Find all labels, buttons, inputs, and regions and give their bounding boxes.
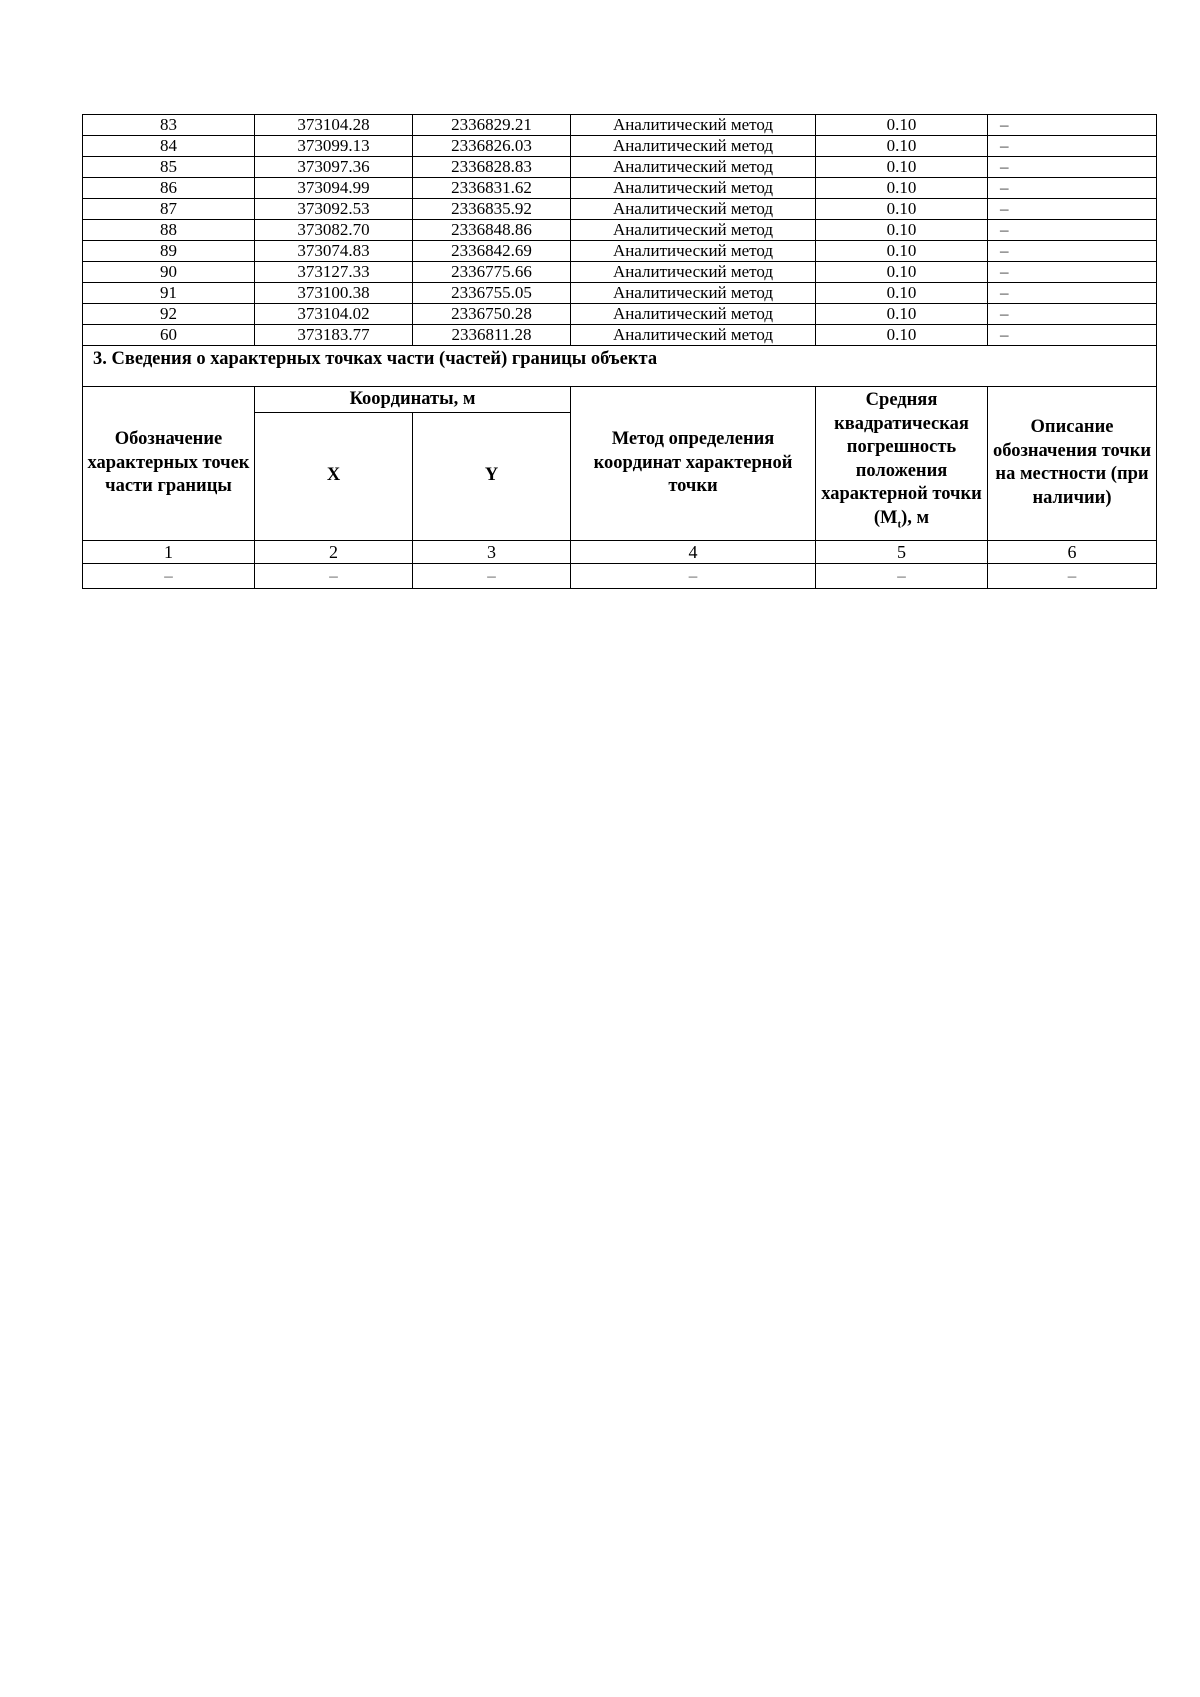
error-cell: 0.10 xyxy=(816,304,988,325)
point-id-cell: 60 xyxy=(83,325,255,346)
column-number: 3 xyxy=(413,540,571,563)
empty-cell: – xyxy=(988,563,1157,588)
column-number: 6 xyxy=(988,540,1157,563)
error-cell: 0.10 xyxy=(816,199,988,220)
table-row xyxy=(83,283,1157,304)
column-numbers-row xyxy=(83,540,1157,563)
x-coord-cell: 373099.13 xyxy=(255,136,413,157)
point-id-cell: 84 xyxy=(83,136,255,157)
method-cell: Аналитический метод xyxy=(571,241,816,262)
x-coord-cell: 373100.38 xyxy=(255,283,413,304)
method-cell: Аналитический метод xyxy=(571,262,816,283)
x-coord-cell: 373092.53 xyxy=(255,199,413,220)
header-coordinates: Координаты, м xyxy=(255,387,571,413)
y-coord-cell: 2336829.21 xyxy=(413,115,571,136)
y-coord-cell: 2336811.28 xyxy=(413,325,571,346)
y-coord-cell: 2336775.66 xyxy=(413,262,571,283)
point-id-cell: 92 xyxy=(83,304,255,325)
y-coord-cell: 2336755.05 xyxy=(413,283,571,304)
method-cell: Аналитический метод xyxy=(571,178,816,199)
header-mean-error xyxy=(816,387,988,541)
table-row xyxy=(83,157,1157,178)
column-number: 2 xyxy=(255,540,413,563)
error-cell: 0.10 xyxy=(816,241,988,262)
y-coord-cell: 2336826.03 xyxy=(413,136,571,157)
error-cell: 0.10 xyxy=(816,220,988,241)
document-page xyxy=(82,114,1156,589)
description-cell: – xyxy=(988,157,1157,178)
y-coord-cell: 2336831.62 xyxy=(413,178,571,199)
error-cell: 0.10 xyxy=(816,157,988,178)
point-id-cell: 88 xyxy=(83,220,255,241)
method-cell: Аналитический метод xyxy=(571,115,816,136)
point-id-cell: 86 xyxy=(83,178,255,199)
table-row xyxy=(83,262,1157,283)
table-row xyxy=(83,199,1157,220)
empty-cell: – xyxy=(571,563,816,588)
y-coord-cell: 2336828.83 xyxy=(413,157,571,178)
points-table-body xyxy=(83,115,1157,589)
method-cell: Аналитический метод xyxy=(571,283,816,304)
method-cell: Аналитический метод xyxy=(571,304,816,325)
header-mean-error-subscript: t xyxy=(897,518,902,531)
header-x: X xyxy=(255,412,413,540)
table-row xyxy=(83,178,1157,199)
error-cell: 0.10 xyxy=(816,178,988,199)
empty-cell: – xyxy=(83,563,255,588)
x-coord-cell: 373127.33 xyxy=(255,262,413,283)
description-cell: – xyxy=(988,220,1157,241)
y-coord-cell: 2336842.69 xyxy=(413,241,571,262)
x-coord-cell: 373082.70 xyxy=(255,220,413,241)
table-row xyxy=(83,325,1157,346)
section-title: 3. Сведения о характерных точках части (частей) границы объекта xyxy=(83,346,1157,387)
method-cell: Аналитический метод xyxy=(571,157,816,178)
table-row xyxy=(83,220,1157,241)
point-id-cell: 83 xyxy=(83,115,255,136)
x-coord-cell: 373183.77 xyxy=(255,325,413,346)
column-number: 4 xyxy=(571,540,816,563)
table-row xyxy=(83,304,1157,325)
method-cell: Аналитический метод xyxy=(571,136,816,157)
empty-cell: – xyxy=(816,563,988,588)
empty-data-row xyxy=(83,563,1157,588)
error-cell: 0.10 xyxy=(816,136,988,157)
boundary-points-table xyxy=(82,114,1157,589)
error-cell: 0.10 xyxy=(816,325,988,346)
empty-cell: – xyxy=(413,563,571,588)
description-cell: – xyxy=(988,304,1157,325)
header-mean-error-text: Средняя квадратическая погрешность положения характерной точки (M xyxy=(821,390,982,528)
description-cell: – xyxy=(988,241,1157,262)
x-coord-cell: 373104.02 xyxy=(255,304,413,325)
header-point-designation: Обозначение характерных точек части границы xyxy=(83,387,255,541)
x-coord-cell: 373094.99 xyxy=(255,178,413,199)
error-cell: 0.10 xyxy=(816,115,988,136)
empty-cell: – xyxy=(255,563,413,588)
column-number: 5 xyxy=(816,540,988,563)
x-coord-cell: 373074.83 xyxy=(255,241,413,262)
header-method: Метод определения координат характерной точки xyxy=(571,387,816,541)
header-description: Описание обозначения точки на местности (при наличии) xyxy=(988,387,1157,541)
y-coord-cell: 2336750.28 xyxy=(413,304,571,325)
point-id-cell: 89 xyxy=(83,241,255,262)
table-row xyxy=(83,136,1157,157)
x-coord-cell: 373097.36 xyxy=(255,157,413,178)
description-cell: – xyxy=(988,136,1157,157)
table-row xyxy=(83,115,1157,136)
point-id-cell: 90 xyxy=(83,262,255,283)
description-cell: – xyxy=(988,325,1157,346)
table-row xyxy=(83,241,1157,262)
method-cell: Аналитический метод xyxy=(571,325,816,346)
description-cell: – xyxy=(988,115,1157,136)
point-id-cell: 87 xyxy=(83,199,255,220)
description-cell: – xyxy=(988,199,1157,220)
error-cell: 0.10 xyxy=(816,283,988,304)
x-coord-cell: 373104.28 xyxy=(255,115,413,136)
section-title-row xyxy=(83,346,1157,387)
description-cell: – xyxy=(988,283,1157,304)
y-coord-cell: 2336835.92 xyxy=(413,199,571,220)
header-row-top xyxy=(83,387,1157,413)
error-cell: 0.10 xyxy=(816,262,988,283)
point-id-cell: 91 xyxy=(83,283,255,304)
method-cell: Аналитический метод xyxy=(571,199,816,220)
header-y: Y xyxy=(413,412,571,540)
header-mean-error-unit: ), м xyxy=(901,507,930,528)
method-cell: Аналитический метод xyxy=(571,220,816,241)
description-cell: – xyxy=(988,178,1157,199)
description-cell: – xyxy=(988,262,1157,283)
point-id-cell: 85 xyxy=(83,157,255,178)
y-coord-cell: 2336848.86 xyxy=(413,220,571,241)
column-number: 1 xyxy=(83,540,255,563)
